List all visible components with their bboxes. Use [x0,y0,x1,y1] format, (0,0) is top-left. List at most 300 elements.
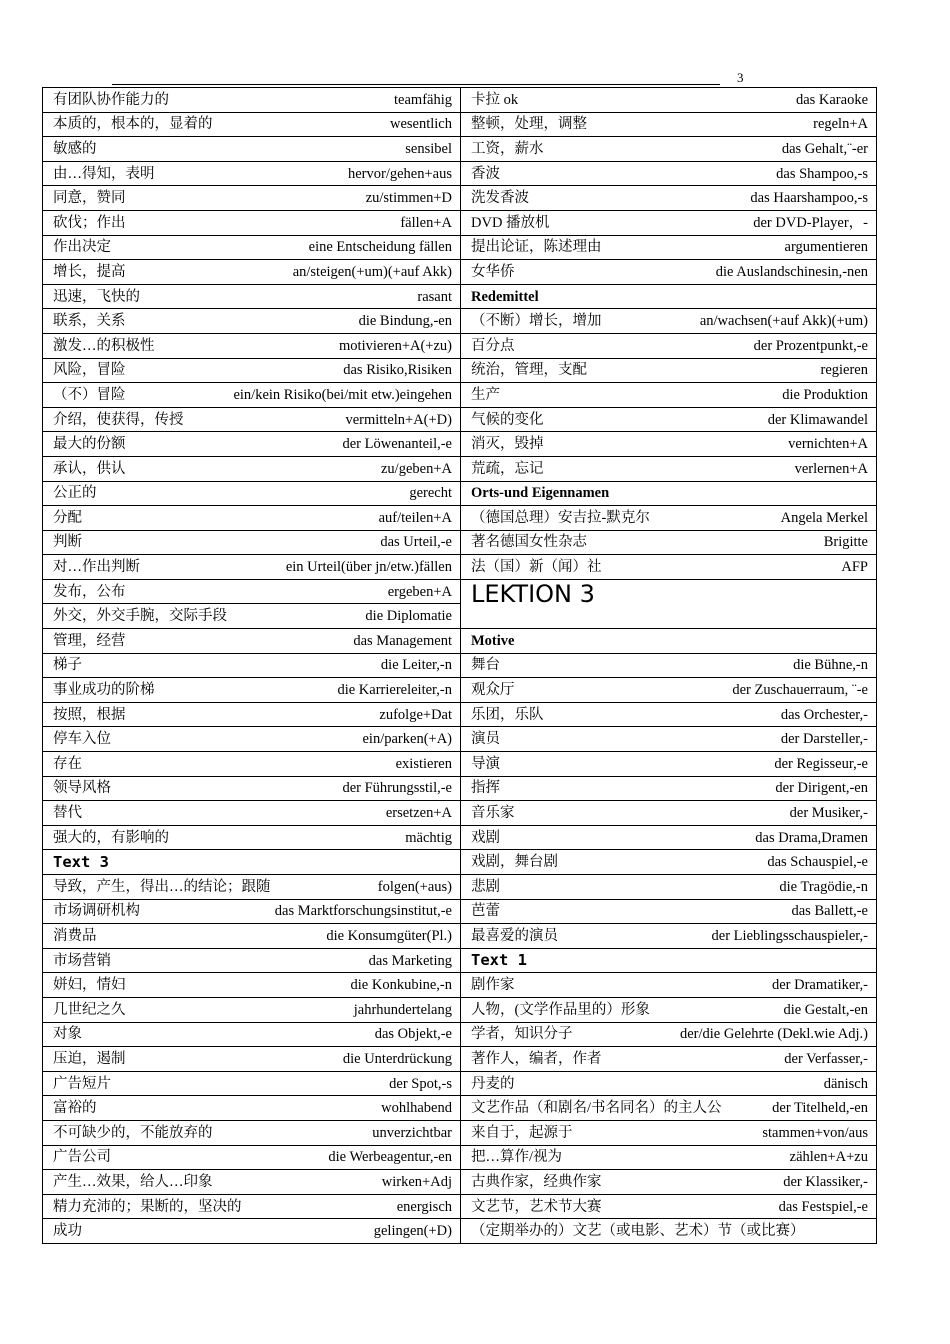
chinese-meaning: 著作人，编者，作者 [471,1050,602,1067]
german-term: der Dramatiker,- [771,977,868,994]
vocab-entry [471,999,870,1021]
right-vocab-cell [461,506,877,531]
left-vocab-cell [43,850,461,875]
left-vocab-cell [43,973,461,998]
german-term: Brigitte [823,534,868,551]
vocab-entry [471,900,870,922]
vocab-entry [471,1171,870,1193]
german-term: der DVD-Player，- [753,214,868,231]
vocab-entry [471,556,870,578]
german-term: zufolge+Dat [379,706,452,723]
chinese-meaning: 把…算作/视为 [471,1149,563,1166]
chinese-meaning: 压迫，遏制 [53,1050,126,1067]
right-vocab-cell [461,579,877,628]
german-term: der Prozentpunkt,-e [753,337,868,354]
left-vocab-cell [43,899,461,924]
right-vocab-cell [461,137,877,162]
right-vocab-cell [461,186,877,211]
german-term: jahrhundertelang [353,1001,452,1018]
vocab-entry [471,728,870,750]
table-row [43,383,877,408]
german-term: das Urteil,-e [380,534,452,551]
chinese-meaning: 最大的份额 [53,436,126,453]
left-vocab-cell [43,506,461,531]
vocab-entry [53,630,454,652]
table-row [43,1120,877,1145]
right-vocab-cell [461,924,877,949]
chinese-meaning: 强大的，有影响的 [53,829,169,846]
chinese-meaning: 管理，经营 [53,632,126,649]
left-vocab-cell [43,235,461,260]
chinese-meaning: 富裕的 [53,1100,97,1117]
right-vocab-cell [461,1022,877,1047]
vocab-entry [471,1048,870,1070]
german-term: der Verfasser,- [784,1050,868,1067]
table-row [43,432,877,457]
table-row [43,555,877,580]
chinese-meaning: 联系，关系 [53,313,126,330]
german-term: zählen+A+zu [789,1149,868,1166]
left-vocab-cell [43,407,461,432]
chinese-meaning: 风险，冒险 [53,362,126,379]
right-vocab-cell [461,260,877,285]
german-term: eine Entscheidung fällen [308,239,452,256]
vocab-entry [471,433,870,455]
table-row [43,1047,877,1072]
left-vocab-cell [43,456,461,481]
right-vocab-cell [461,210,877,235]
chinese-meaning: 指挥 [471,780,500,797]
german-term: das Marktforschungsinstitut,-e [274,903,452,920]
chinese-meaning: 判断 [53,534,82,551]
chinese-meaning: 导演 [471,755,500,772]
right-vocab-cell [461,1145,877,1170]
chinese-meaning: 音乐家 [471,805,515,822]
left-vocab-cell [43,333,461,358]
vocab-entry [53,89,454,111]
vocab-entry [53,1097,454,1119]
chinese-meaning: 精力充沛的；果断的，坚决的 [53,1198,242,1215]
table-row [43,875,877,900]
left-vocab-cell [43,997,461,1022]
chinese-meaning: 百分点 [471,337,515,354]
vocab-entry [471,1220,870,1242]
left-vocab-cell [43,875,461,900]
german-term: die Tragödie,-n [779,878,868,895]
left-vocab-cell [43,432,461,457]
vocab-entry [471,827,870,849]
vocab-entry [53,777,454,799]
vocab-entry [53,1073,454,1095]
right-vocab-cell [461,801,877,826]
german-term: das Objekt,-e [374,1026,452,1043]
vocab-entry [471,777,870,799]
table-row [43,161,877,186]
table-row [43,333,877,358]
chinese-meaning: 广告短片 [53,1075,111,1092]
vocabulary-table [42,87,877,1244]
vocab-entry [471,212,870,234]
table-row [43,678,877,703]
chinese-meaning: 对…作出判断 [53,559,140,576]
vocab-entry [471,876,870,898]
right-vocab-cell [461,88,877,113]
chinese-meaning: 市场营销 [53,952,111,969]
vocab-entry [53,728,454,750]
left-vocab-cell [43,1022,461,1047]
vocab-entry [471,851,870,873]
vocab-entry [53,310,454,332]
german-term: wohlhabend [381,1100,452,1117]
table-row [43,456,877,481]
german-term: das Shampoo,-s [776,165,868,182]
vocab-entry [53,753,454,775]
right-vocab-cell [461,850,877,875]
table-row [43,137,877,162]
vocab-entry [53,900,454,922]
lesson-heading: LEKTION 3 [471,579,595,608]
chinese-meaning: 迅速，飞快的 [53,288,140,305]
left-vocab-cell [43,186,461,211]
german-term: der Klassiker,- [783,1173,868,1190]
chinese-meaning: 文艺节，艺术节大赛 [471,1198,602,1215]
chinese-meaning: 古典作家，经典作家 [471,1173,602,1190]
left-vocab-cell [43,530,461,555]
chinese-meaning: 文艺作品（和剧名/书名同名）的主人公 [471,1100,722,1117]
chinese-meaning: 同意，赞同 [53,190,126,207]
left-vocab-cell [43,260,461,285]
right-vocab-cell [461,432,877,457]
vocab-entry [53,999,454,1021]
left-vocab-cell [43,752,461,777]
right-vocab-cell [461,776,877,801]
german-term: das Festspiel,-e [778,1198,868,1215]
chinese-meaning: 承认，供认 [53,460,126,477]
vocab-entry [53,507,454,529]
chinese-meaning: 洗发香波 [471,190,529,207]
chinese-meaning: 演员 [471,731,500,748]
german-term: zu/stimmen+D [365,190,452,207]
table-row [43,186,877,211]
right-vocab-cell [461,629,877,654]
table-row [43,1219,877,1244]
german-term: motivieren+A(+zu) [339,337,452,354]
right-vocab-cell [461,1194,877,1219]
german-term: die Leiter,-n [380,657,452,674]
left-vocab-cell [43,1047,461,1072]
german-term: rasant [417,288,452,305]
german-term: das Management [353,632,452,649]
vocab-entry [53,556,454,578]
header-rule [112,84,720,85]
chinese-meaning: 按照，根据 [53,706,126,723]
left-vocab-cell [43,579,461,604]
chinese-meaning: 领导风格 [53,780,111,797]
table-row [43,309,877,334]
chinese-meaning: 事业成功的阶梯 [53,682,155,699]
german-term: das Karaoke [795,91,868,108]
table-row [43,112,877,137]
table-row [43,948,877,973]
table-row [43,506,877,531]
vocab-entry [53,384,454,406]
german-term: die Konsumgüter(Pl.) [326,927,452,944]
vocab-entry [471,1196,870,1218]
german-term: regieren [820,362,868,379]
table-row [43,407,877,432]
german-term: hervor/gehen+aus [348,165,452,182]
vocab-entry [471,1097,870,1119]
right-vocab-cell [461,1071,877,1096]
section-heading: Text 3 [53,852,109,871]
left-vocab-cell [43,776,461,801]
vocab-entry [471,310,870,332]
chinese-meaning: 消灭，毁掉 [471,436,544,453]
chinese-meaning: 替代 [53,805,82,822]
table-row [43,997,877,1022]
vocab-entry [53,335,454,357]
table-row [43,973,877,998]
chinese-meaning: （不）冒险 [53,386,126,403]
left-vocab-cell [43,555,461,580]
german-term: ein Urteil(über jn/etw.)fällen [285,559,452,576]
chinese-meaning: 学者，知识分子 [471,1026,573,1043]
section-heading: Motive [471,632,515,649]
vocab-entry [471,1146,870,1168]
german-term: fällen+A [400,214,452,231]
vocab-entry [471,802,870,824]
table-row [43,702,877,727]
chinese-meaning: 介绍，使获得，传授 [53,411,184,428]
left-vocab-cell [43,604,461,629]
german-term: die Unterdrückung [342,1050,452,1067]
chinese-meaning: 芭蕾 [471,903,500,920]
right-vocab-cell [461,481,877,506]
vocab-entry [471,1023,870,1045]
german-term: unverzichtbar [372,1124,452,1141]
german-term: folgen(+aus) [377,878,452,895]
german-term: das Schauspiel,-e [767,854,868,871]
vocab-entry [53,605,454,627]
right-vocab-cell [461,1047,877,1072]
vocab-entry [471,163,870,185]
chinese-meaning: 观众厅 [471,682,515,699]
vocab-entry [471,704,870,726]
german-term: der Titelheld,-en [772,1100,868,1117]
vocab-entry [53,802,454,824]
german-term: der/die Gelehrte (Dekl.wie Adj.) [679,1026,868,1043]
table-row [43,1071,877,1096]
left-vocab-cell [43,1145,461,1170]
chinese-meaning: 统治，管理，支配 [471,362,587,379]
right-vocab-cell [461,284,877,309]
german-term: regeln+A [813,116,868,133]
left-vocab-cell [43,383,461,408]
table-row [43,899,877,924]
right-vocab-cell [461,678,877,703]
vocab-entry [53,1122,454,1144]
right-vocab-cell [461,653,877,678]
vocab-entry [53,113,454,135]
chinese-meaning: 戏剧，舞台剧 [471,854,558,871]
chinese-meaning: 发布，公布 [53,583,126,600]
chinese-meaning: 来自于，起源于 [471,1124,573,1141]
german-term: dänisch [823,1075,868,1092]
chinese-meaning: 女华侨 [471,263,515,280]
table-row [43,801,877,826]
left-vocab-cell [43,825,461,850]
left-vocab-cell [43,210,461,235]
right-vocab-cell [461,997,877,1022]
left-vocab-cell [43,1170,461,1195]
left-vocab-cell [43,1120,461,1145]
vocab-entry [53,187,454,209]
vocab-entry [471,753,870,775]
left-vocab-cell [43,161,461,186]
table-row [43,727,877,752]
vocab-entry [53,212,454,234]
german-term: gelingen(+D) [373,1223,452,1240]
german-term: ein/kein Risiko(bei/mit etw.)eingehen [233,386,452,403]
german-term: der Klimawandel [767,411,868,428]
chinese-meaning: 存在 [53,755,82,772]
left-vocab-cell [43,924,461,949]
vocab-entry [53,482,454,504]
vocab-entry [471,1122,870,1144]
table-row [43,481,877,506]
table-row [43,1170,877,1195]
chinese-meaning: 荒疏，忘记 [471,460,544,477]
vocab-entry [53,1196,454,1218]
chinese-meaning: 整顿，处理，调整 [471,116,587,133]
vocab-entry [471,531,870,553]
german-term: stammen+von/aus [762,1124,868,1141]
vocab-entry [53,359,454,381]
vocab-entry [53,581,454,603]
section-heading: Redemittel [471,288,539,305]
table-row [43,825,877,850]
german-term: der Regisseur,-e [774,755,868,772]
german-term: ein/parken(+A) [362,731,452,748]
chinese-meaning: 激发…的积极性 [53,337,155,354]
table-row [43,1096,877,1121]
german-term: die Karriereleiter,-n [337,682,452,699]
right-vocab-cell [461,727,877,752]
vocab-entry [53,876,454,898]
left-vocab-cell [43,1071,461,1096]
vocab-entry [471,261,870,283]
chinese-meaning: 广告公司 [53,1149,111,1166]
table-row [43,1145,877,1170]
german-term: an/wachsen(+auf Akk)(+um) [699,313,868,330]
chinese-meaning: 作出决定 [53,239,111,256]
chinese-meaning: 气候的变化 [471,411,544,428]
chinese-meaning: 悲剧 [471,878,500,895]
vocab-entry [471,187,870,209]
right-vocab-cell [461,1120,877,1145]
chinese-meaning: 敏感的 [53,140,97,157]
vocab-entry [53,261,454,283]
vocab-entry [471,335,870,357]
right-vocab-cell [461,161,877,186]
chinese-meaning: （德国总理）安吉拉-默克尔 [471,509,650,526]
left-vocab-cell [43,653,461,678]
table-row [43,776,877,801]
chinese-meaning: 不可缺少的，不能放弃的 [53,1124,213,1141]
german-term: energisch [396,1198,452,1215]
vocab-entry [53,679,454,701]
left-vocab-cell [43,112,461,137]
chinese-meaning: 消费品 [53,927,97,944]
german-term: ergeben+A [387,583,452,600]
german-term: teamfähig [394,91,452,108]
table-row [43,358,877,383]
chinese-meaning: DVD 播放机 [471,214,550,231]
german-term: wirken+Adj [381,1173,452,1190]
table-row [43,284,877,309]
vocab-entry [471,409,870,431]
vocab-entry [53,531,454,553]
left-vocab-cell [43,137,461,162]
page-number: 3 [737,70,744,85]
vocab-entry [471,654,870,676]
german-term: die Konkubine,-n [350,977,452,994]
vocab-entry [53,409,454,431]
right-vocab-cell [461,112,877,137]
left-vocab-cell [43,948,461,973]
table-row [43,629,877,654]
german-term: der Spot,-s [389,1075,452,1092]
german-term: der Dirigent,-en [775,780,868,797]
vocab-entry [471,113,870,135]
chinese-meaning: 导致，产生，得出…的结论；跟随 [53,878,271,895]
left-vocab-cell [43,358,461,383]
vocab-entry [471,236,870,258]
chinese-meaning: 法（国）新（闻）社 [471,559,602,576]
vocab-entry [471,974,870,996]
chinese-meaning: 工资，薪水 [471,140,544,157]
table-row [43,235,877,260]
german-term: das Gehalt,¨-er [781,140,868,157]
right-vocab-cell [461,875,877,900]
german-term: der Darsteller,- [780,731,868,748]
chinese-meaning: 乐团，乐队 [471,706,544,723]
vocab-entry [471,1073,870,1095]
left-vocab-cell [43,702,461,727]
german-term: die Werbeagentur,-en [328,1149,452,1166]
right-vocab-cell [461,530,877,555]
chinese-meaning: 增长，提高 [53,263,126,280]
vocab-entry [471,925,870,947]
chinese-meaning: 著名德国女性杂志 [471,534,587,551]
german-term: die Gestalt,-en [783,1001,868,1018]
vocab-entry [471,359,870,381]
vocab-entry [471,384,870,406]
chinese-meaning: 丹麦的 [471,1075,515,1092]
chinese-meaning: 最喜爱的演员 [471,927,558,944]
german-term: AFP [841,559,868,576]
german-term: verlernen+A [794,460,868,477]
german-term: der Zuschauerraum, ¨-e [732,682,868,699]
vocab-entry [53,1171,454,1193]
right-vocab-cell [461,456,877,481]
right-vocab-cell [461,358,877,383]
section-heading: Orts-und Eigennamen [471,485,610,502]
right-vocab-cell [461,825,877,850]
german-term: auf/teilen+A [378,509,452,526]
right-vocab-cell [461,752,877,777]
vocab-entry [53,925,454,947]
